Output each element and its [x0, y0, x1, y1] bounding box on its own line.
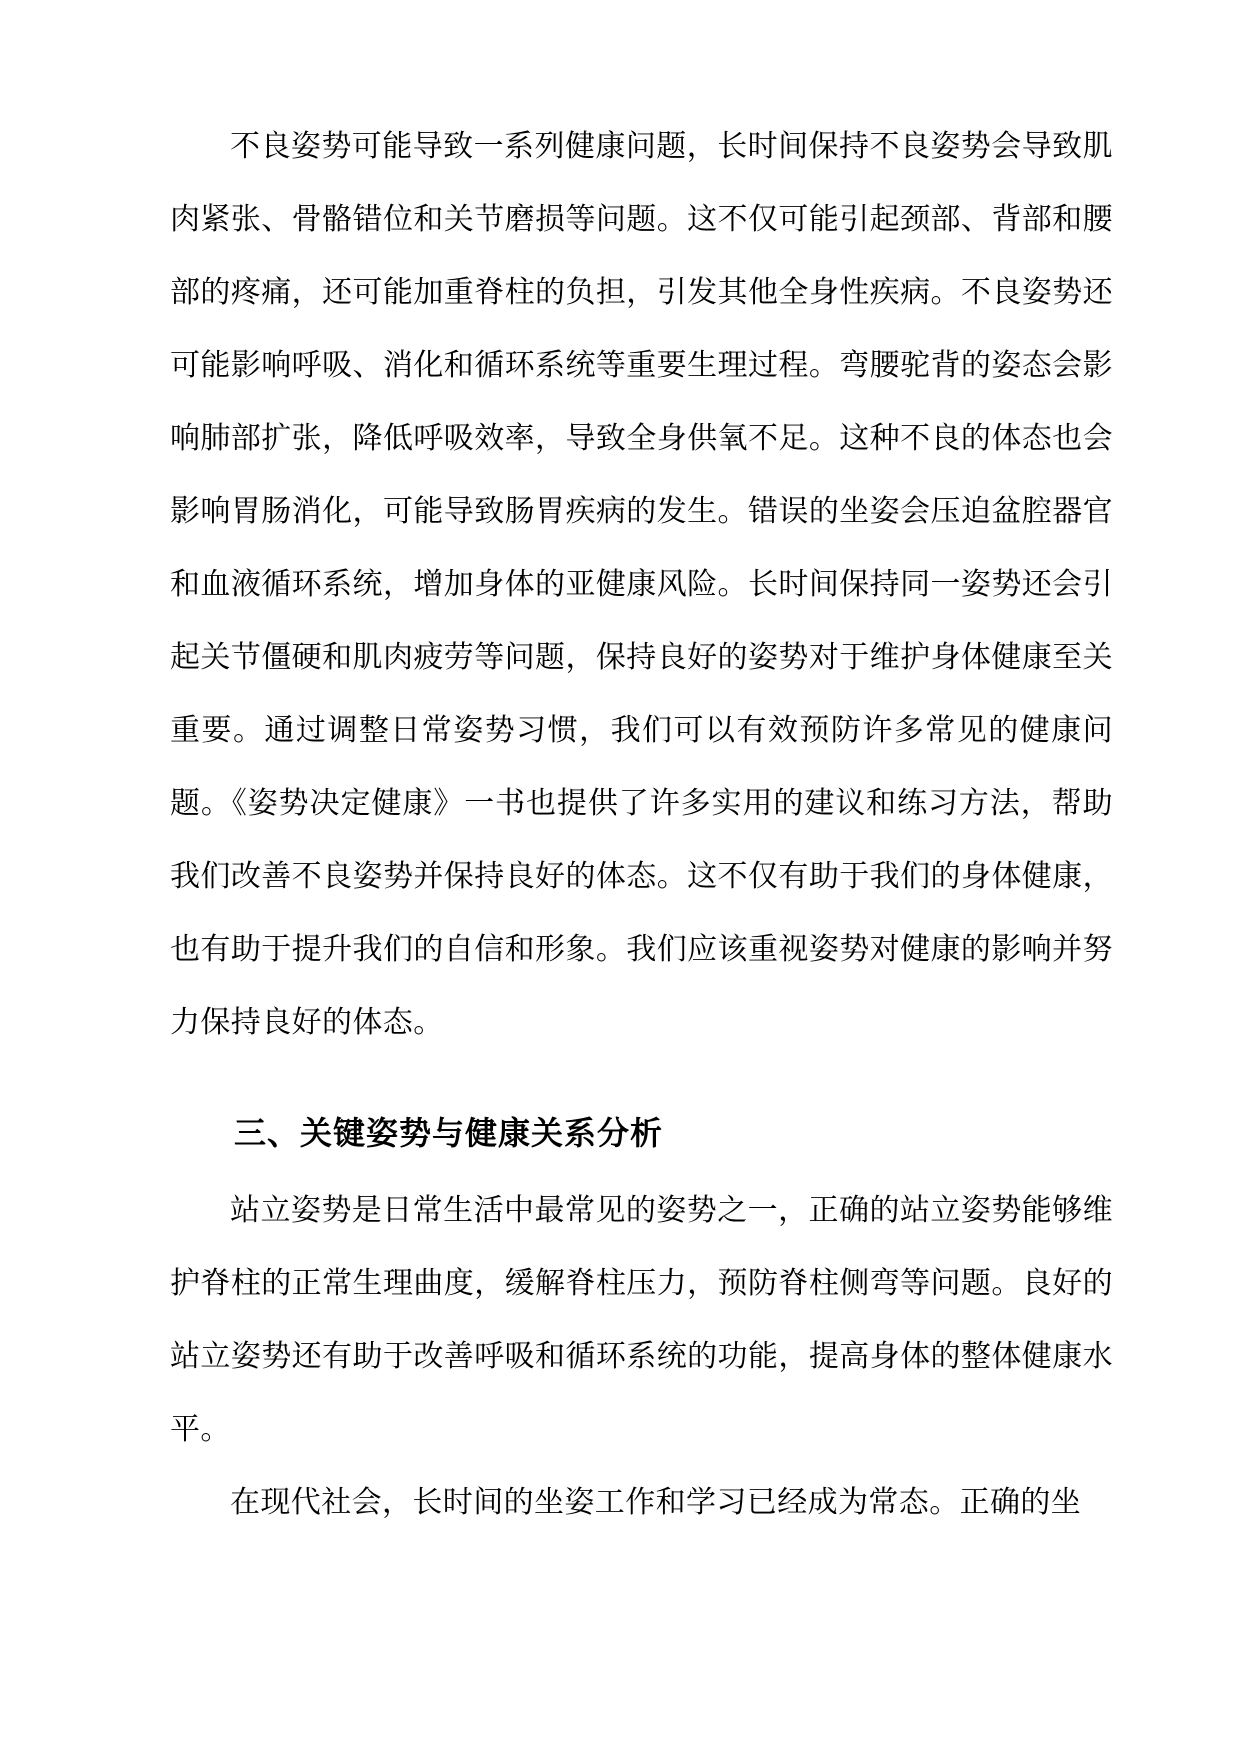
document-body — [170, 110, 1113, 1539]
body-paragraph-1: 不良姿势可能导致一系列健康问题，长时间保持不良姿势会导致肌肉紧张、骨骼错位和关节磨损等问题。这不仅可能引起颈部、背部和腰部的疼痛，还可能加重脊柱的负担，引发其他全身性疾病。不良姿势还可能影响呼吸、消化和循环系统等重要生理过程。弯腰驼背的姿态会影响肺部扩张，降低呼吸效率，导致全身供氧不足。这种不良的体态也会影响胃肠消化，可能导致肠胃疾病的发生。错误的坐姿会压迫盆腔器官和血液循环系统，增加身体的亚健康风险。长时间保持同一姿势还会引起关节僵硬和肌肉疲劳等问题，保持良好的姿势对于维护身体健康至关重要。通过调整日常姿势习惯，我们可以有效预防许多常见的健康问题。《姿势决定健康》一书也提供了许多实用的建议和练习方法，帮助我们改善不良姿势并保持良好的体态。这不仅有助于我们的身体健康，也有助于提升我们的自信和形象。我们应该重视姿势对健康的影响并努力保持良好的体态。 — [170, 130, 1113, 1039]
body-paragraph-3: 在现代社会，长时间的坐姿工作和学习已经成为常态。正确的坐 — [230, 1486, 1082, 1519]
section-heading-three: 三、关键姿势与健康关系分析 — [234, 1115, 664, 1151]
body-paragraph-2: 站立姿势是日常生活中最常见的姿势之一，正确的站立姿势能够维护脊柱的正常生理曲度，缓解脊柱压力，预防脊柱侧弯等问题。良好的站立姿势还有助于改善呼吸和循环系统的功能，提高身体的整体健康水平。 — [170, 1194, 1113, 1446]
